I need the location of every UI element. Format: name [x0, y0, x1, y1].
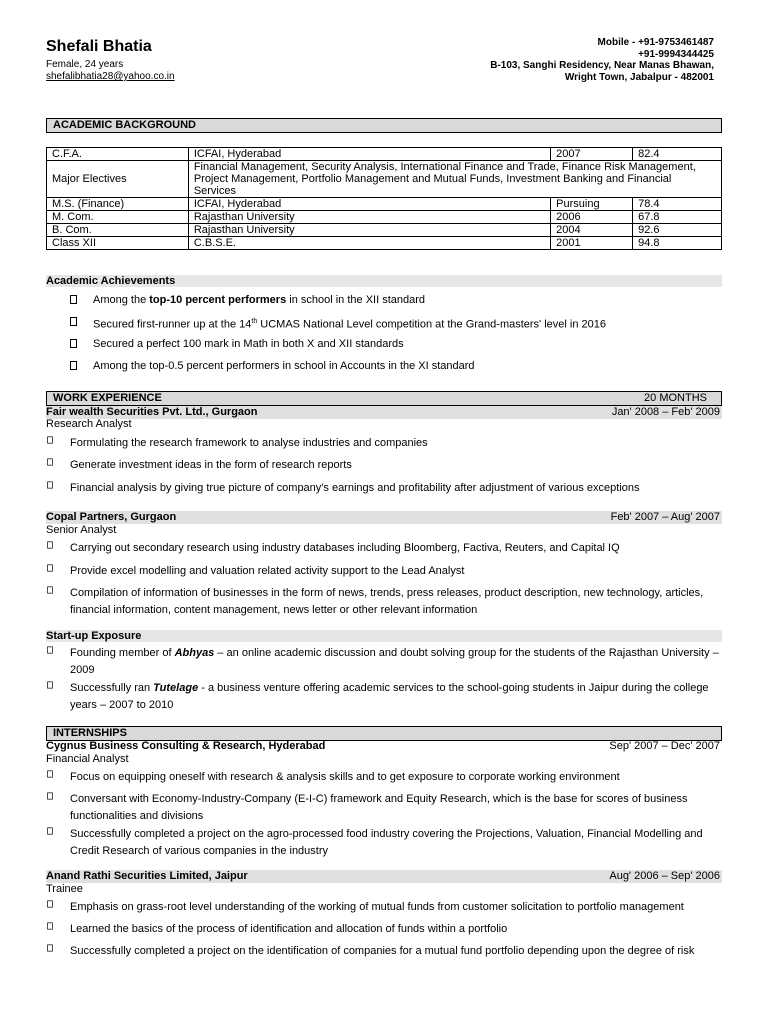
list-item: Conversant with Economy-Industry-Company (E-I-C) framework and Equity Research, which is the base for scores of business functionalities and divisions	[46, 791, 722, 825]
company-name: Cygnus Business Consulting & Research, Hyderabad	[46, 740, 326, 752]
mobile-2: +91-9994344425	[638, 48, 714, 60]
bullet-icon	[47, 771, 53, 778]
bullet-icon	[47, 647, 53, 654]
job-role: Trainee	[46, 883, 83, 895]
table-row	[47, 224, 722, 237]
list-item: Successfully completed a project on the agro-processed food industry covering the Projections, Valuation, Financial Modelling and Credit Research of various companies in the industry	[46, 826, 722, 860]
list-item: Compilation of information of businesses in the form of news, trends, press releases, product description, new technology, articles, financial information, content management, news letter or other relevant information	[46, 585, 722, 619]
list-item: Financial analysis by giving true picture of company's earnings and profitability after adjustment of various exceptions	[46, 480, 722, 497]
bullet-icon	[47, 482, 53, 489]
job-dates: Sep' 2007 – Dec' 2007	[609, 740, 720, 752]
table-cell: Rajasthan University	[188, 211, 550, 224]
gender-age: Female, 24 years	[46, 59, 124, 70]
table-cell: Class XII	[47, 237, 189, 250]
company-name: Anand Rathi Securities Limited, Jaipur	[46, 870, 248, 882]
list-item: Among the top-0.5 percent performers in school in Accounts in the XI standard	[70, 359, 720, 373]
job-dates: Jan' 2008 – Feb' 2009	[611, 406, 720, 418]
section-title: INTERNSHIPS	[53, 727, 127, 739]
bullet-icon	[47, 901, 53, 908]
list-item: Successfully ran Tutelage - a business venture offering academic services to the school-going students in Jaipur during the college years – 2007 to 2010	[46, 680, 722, 714]
table-row	[47, 198, 722, 211]
job-role: Financial Analyst	[46, 753, 129, 765]
table-cell: Financial Management, Security Analysis, International Finance and Trade, Finance Risk Management, Project Management, Portfolio Management and Mutual Funds, Investment Banking and Financial Services	[188, 161, 721, 198]
bullet-icon	[47, 945, 53, 952]
table-cell: 2004	[551, 224, 633, 237]
job-header	[46, 511, 722, 524]
contact-block	[490, 37, 714, 83]
table-cell: Major Electives	[47, 161, 189, 198]
email-link[interactable]: shefalibhatia28@yahoo.co.in	[46, 71, 175, 82]
mobile-1: Mobile - +91-9753461487	[597, 37, 714, 48]
list-item: Successfully completed a project on the identification of companies for a mutual fund portfolio depending upon the degree of risk	[46, 943, 722, 960]
bullet-icon	[47, 793, 53, 800]
bullet-icon	[70, 339, 77, 348]
table-cell: M.S. (Finance)	[47, 198, 189, 211]
table-cell: 2006	[551, 211, 633, 224]
bullet-icon	[70, 361, 77, 370]
table-cell: C.B.S.E.	[188, 237, 550, 250]
work-duration: 20 MONTHS	[644, 392, 707, 404]
list-item: Carrying out secondary research using industry databases including Bloomberg, Factiva, Reuters, and Capital IQ	[46, 540, 722, 557]
company-name: Fair wealth Securities Pvt. Ltd., Gurgaon	[46, 406, 258, 418]
list-item: Secured a perfect 100 mark in Math in both X and XII standards	[70, 337, 720, 351]
section-title: WORK EXPERIENCE	[53, 392, 162, 404]
address-line-2: Wright Town, Jabalpur - 482001	[564, 71, 714, 83]
job-role: Senior Analyst	[46, 524, 117, 536]
job-header	[46, 406, 722, 419]
table-cell: ICFAI, Hyderabad	[188, 148, 550, 161]
candidate-name: Shefali Bhatia	[46, 38, 152, 55]
company-name: Copal Partners, Gurgaon	[46, 511, 177, 523]
academic-table	[46, 147, 722, 250]
table-cell: B. Com.	[47, 224, 189, 237]
bullet-icon	[47, 459, 53, 466]
table-cell: Pursuing	[551, 198, 633, 211]
startup-heading: Start-up Exposure	[46, 630, 722, 642]
bullet-icon	[70, 317, 77, 326]
table-cell: 92.6	[633, 224, 722, 237]
section-academic-background	[46, 118, 722, 133]
table-cell: 2001	[551, 237, 633, 250]
list-item: Focus on equipping oneself with research & analysis skills and to get exposure to corporate working environment	[46, 769, 722, 786]
table-cell: M. Com.	[47, 211, 189, 224]
job-dates: Feb' 2007 – Aug' 2007	[610, 511, 720, 523]
bullet-icon	[47, 828, 53, 835]
list-item: Learned the basics of the process of identification and allocation of funds within a portfolio	[46, 921, 722, 938]
table-cell: 2007	[551, 148, 633, 161]
section-internships	[46, 726, 722, 741]
achievements-heading: Academic Achievements	[46, 275, 722, 287]
table-cell: 94.8	[633, 237, 722, 250]
table-cell: C.F.A.	[47, 148, 189, 161]
bullet-icon	[47, 542, 53, 549]
bullet-icon	[47, 587, 53, 594]
list-item: Generate investment ideas in the form of research reports	[46, 457, 722, 474]
table-cell: 82.4	[633, 148, 722, 161]
list-item: Provide excel modelling and valuation related activity support to the Lead Analyst	[46, 563, 722, 580]
section-work-experience	[46, 391, 722, 406]
bullet-icon	[47, 923, 53, 930]
list-item: Among the top-10 percent performers in school in the XII standard	[70, 293, 720, 307]
list-item: Secured first-runner up at the 14th UCMAS National Level competition at the Grand-masters' level in 2016	[70, 315, 720, 332]
table-row	[47, 211, 722, 224]
table-row	[47, 237, 722, 250]
job-role: Research Analyst	[46, 418, 132, 430]
address-line-1: B-103, Sanghi Residency, Near Manas Bhawan,	[490, 60, 714, 71]
table-row	[47, 148, 722, 161]
bullet-icon	[47, 682, 53, 689]
list-item: Emphasis on grass-root level understanding of the working of mutual funds from customer solicitation to portfolio management	[46, 899, 722, 916]
list-item: Founding member of Abhyas – an online academic discussion and doubt solving group for the students of the Rajasthan University – 2009	[46, 645, 722, 679]
list-item: Formulating the research framework to analyse industries and companies	[46, 435, 722, 452]
table-cell: 67.8	[633, 211, 722, 224]
bullet-icon	[70, 295, 77, 304]
table-cell: ICFAI, Hyderabad	[188, 198, 550, 211]
table-cell: Rajasthan University	[188, 224, 550, 237]
job-header	[46, 740, 722, 753]
bullet-icon	[47, 565, 53, 572]
bullet-icon	[47, 437, 53, 444]
table-cell: 78.4	[633, 198, 722, 211]
table-row	[47, 161, 722, 198]
job-header	[46, 870, 722, 883]
job-dates: Aug' 2006 – Sep' 2006	[609, 870, 720, 882]
section-title: ACADEMIC BACKGROUND	[53, 119, 196, 131]
